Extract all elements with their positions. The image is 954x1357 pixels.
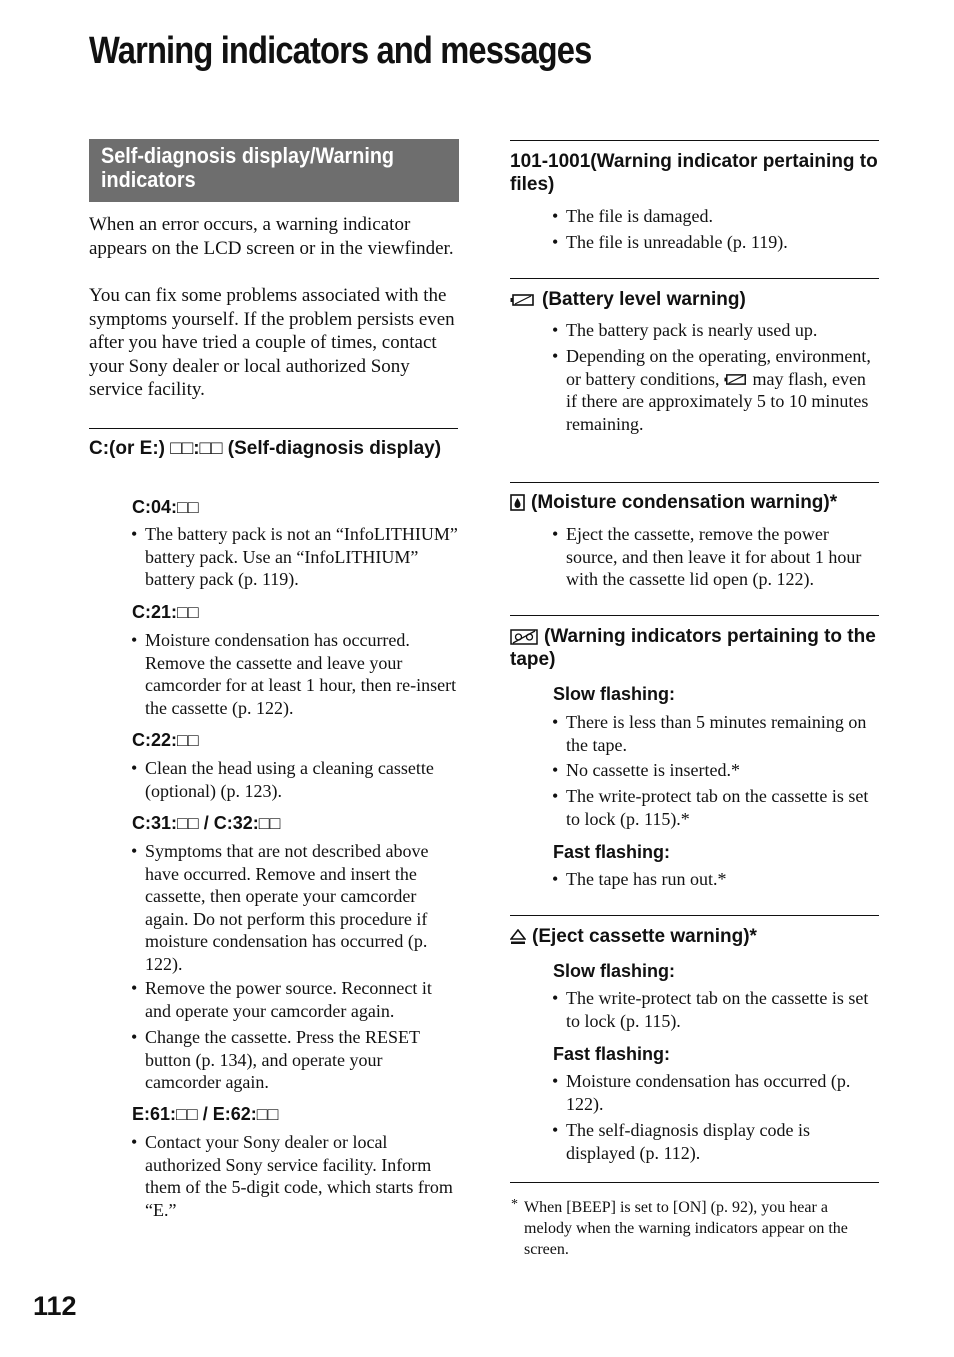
eject-warning-heading: (Eject cassette warning)* [510,925,879,948]
eject-slow-flashing-label: Slow flashing: [553,961,676,981]
code-heading-c21: C:21:□□ [132,602,199,622]
code-c21-bullet: • Moisture condensation has occurred. Remove the cassette and leave your camcorder for at least 1 hour, then re-insert the cassette (p. 122). [131,629,459,719]
intro-paragraph-1: When an error occurs, a warning indicator appears on the LCD screen or in the viewfinder. [89,214,454,259]
moisture-bullet: • Eject the cassette, remove the power source, and then leave it for about 1 hour with the cassette lid open (p. 122). [552,523,879,591]
footnote: When [BEEP] is set to [ON] (p. 92), you hear a melody when the warning indicators appear on the screen. [524,1199,848,1258]
eject-slow-bullet-1: • The write-protect tab on the cassette is set to lock (p. 115). [552,987,879,1032]
code-c31-bullet-1: • Symptoms that are not described above have occurred. Remove and insert the cassette, then operate your camcorder again. Do not perform this procedure if moisture condensation has occurred (p. 122). [131,840,459,975]
divider [510,140,879,141]
page-title: Warning indicators and messages [89,30,592,72]
code-e61-bullet: • Contact your Sony dealer or local authorized Sony service facility. Inform them of the 5-digit code, which starts from “E.” [131,1131,459,1221]
moisture-icon [510,494,525,511]
code-c31-bullet-2: • Remove the power source. Reconnect it and operate your camcorder again. [131,977,459,1022]
tape-slow-flashing-label: Slow flashing: [553,684,676,704]
files-bullet-1: • The file is damaged. [552,205,879,228]
divider [510,615,879,616]
code-heading-c04: C:04:□□ [132,497,199,517]
section-banner: Self-diagnosis display/Warning indicators [89,139,459,202]
eject-fast-bullet-2: • The self-diagnosis display code is displayed (p. 112). [552,1119,879,1164]
moisture-warning-heading: (Moisture condensation warning)* [510,491,879,514]
tape-slow-bullet-1: • There is less than 5 minutes remaining on the tape. [552,711,879,756]
tape-fast-bullet-1: • The tape has run out.* [552,868,879,891]
tape-slow-bullet-2: • No cassette is inserted.* [552,759,879,782]
code-c22-bullet: • Clean the head using a cleaning cassette (optional) (p. 123). [131,757,459,802]
tape-warning-heading: (Warning indicators pertaining to the tape) [510,626,876,670]
footnote-mark: * [511,1197,518,1212]
divider [89,428,458,429]
tape-slow-bullet-3: • The write-protect tab on the cassette is set to lock (p. 115).* [552,785,879,830]
battery-warning-heading: (Battery level warning) [510,288,879,311]
self-diagnosis-heading: C:(or E:) □□:□□ (Self-diagnosis display) [89,438,442,459]
intro-paragraph-2: You can fix some problems associated with the symptoms yourself. If the problem persists even after you have tried a couple of times, contact your Sony dealer or local authorized Sony service facility. [89,285,455,400]
divider [510,915,879,916]
files-bullet-2: • The file is unreadable (p. 119). [552,231,879,254]
divider [510,1182,879,1183]
eject-icon [510,929,526,945]
divider [510,482,879,483]
tape-fast-flashing-label: Fast flashing: [553,842,671,862]
battery-empty-icon [510,293,536,307]
battery-bullet-2: • Depending on the operating, environment, or battery conditions, may flash, even if there are approximately 5 to 10 minutes remaining. [552,345,879,435]
divider [510,278,879,279]
code-heading-e61-e62: E:61:□□ / E:62:□□ [132,1104,279,1124]
code-heading-c31-c32: C:31:□□ / C:32:□□ [132,813,281,833]
eject-fast-bullet-1: • Moisture condensation has occurred (p. 122). [552,1070,879,1115]
files-warning-heading: 101-1001(Warning indicator pertaining to files) [510,151,878,195]
code-c04-bullet: • The battery pack is not an “InfoLITHIUM” battery pack. Use an “InfoLITHIUM” battery pack (p. 119). [131,523,459,591]
code-heading-c22: C:22:□□ [132,730,199,750]
code-c31-bullet-3: • Change the cassette. Press the RESET button (p. 134), and operate your camcorder again. [131,1026,459,1094]
eject-fast-flashing-label: Fast flashing: [553,1044,671,1064]
battery-bullet-1: • The battery pack is nearly used up. [552,319,879,342]
page-number: 112 [33,1291,77,1321]
tape-cassette-icon [510,629,538,645]
battery-empty-icon [724,373,748,386]
